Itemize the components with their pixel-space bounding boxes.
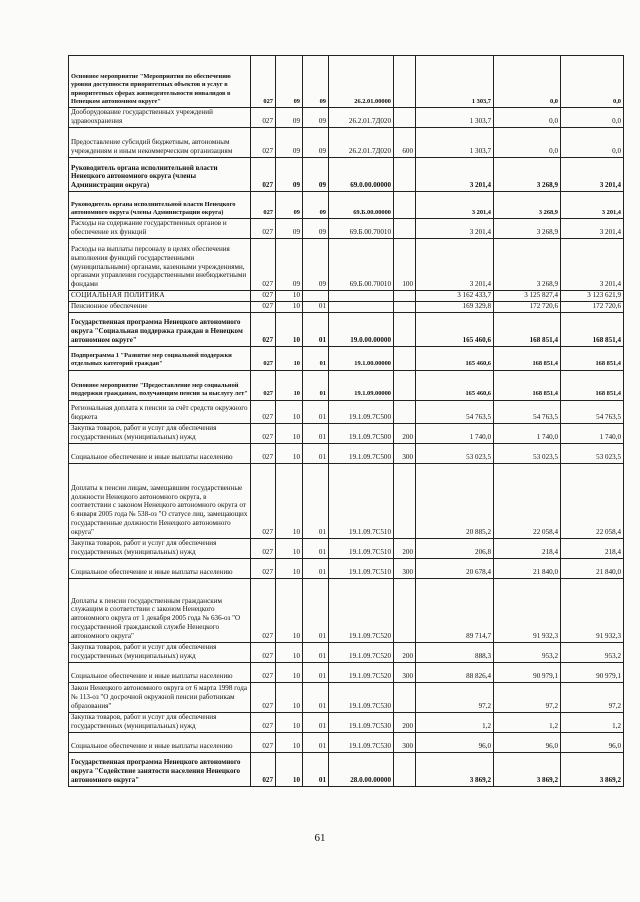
- ministry-code: 027: [251, 463, 276, 538]
- target-item-code: 19.1.09.00000: [329, 370, 394, 400]
- ministry-code: 027: [251, 538, 276, 558]
- amount-year-1: 54 763,5: [416, 400, 494, 423]
- section-code: 10: [276, 578, 303, 642]
- subsection-code: 09: [303, 239, 329, 291]
- target-item-code: 19.0.00.00000: [329, 312, 394, 346]
- subsection-code: 01: [303, 752, 329, 786]
- amount-year-1: 88 826,4: [416, 662, 494, 682]
- expense-type-code: 600: [394, 128, 416, 158]
- amount-year-1: 169 329,8: [416, 301, 494, 312]
- amount-year-1: 1 740,0: [416, 423, 494, 443]
- section-code: 10: [276, 463, 303, 538]
- table-row: [69, 732, 624, 752]
- subsection-code: 09: [303, 158, 329, 192]
- ministry-code: 027: [251, 219, 276, 239]
- expense-type-code: 300: [394, 732, 416, 752]
- amount-year-1: 165 460,6: [416, 312, 494, 346]
- amount-year-1: 165 460,6: [416, 346, 494, 370]
- target-item-code: 19.1.09.7С530: [329, 732, 394, 752]
- amount-year-2: 3 268,9: [494, 192, 561, 219]
- ministry-code: 027: [251, 558, 276, 578]
- target-item-code: 19.1.09.7С520: [329, 642, 394, 662]
- subsection-code: 01: [303, 578, 329, 642]
- table-row: [69, 239, 624, 291]
- subsection-code: [303, 291, 329, 302]
- subsection-code: 09: [303, 128, 329, 158]
- section-code: 10: [276, 301, 303, 312]
- row-name: Закупка товаров, работ и услуг для обеспечения государственных (муниципальных) нужд: [69, 423, 251, 443]
- expense-type-code: 300: [394, 558, 416, 578]
- section-code: 10: [276, 558, 303, 578]
- expense-type-code: 100: [394, 239, 416, 291]
- ministry-code: 027: [251, 312, 276, 346]
- amount-year-3: 0,0: [561, 56, 624, 108]
- row-name: Закупка товаров, работ и услуг для обеспечения государственных (муниципальных) нужд: [69, 642, 251, 662]
- amount-year-2: 97,2: [494, 682, 561, 712]
- subsection-code: 01: [303, 732, 329, 752]
- table-row: [69, 192, 624, 219]
- section-code: 10: [276, 312, 303, 346]
- target-item-code: 19.1.09.7С510: [329, 463, 394, 538]
- table-row: [69, 301, 624, 312]
- amount-year-3: 1,2: [561, 712, 624, 732]
- table-row: [69, 291, 624, 302]
- subsection-code: 09: [303, 192, 329, 219]
- section-code: 09: [276, 56, 303, 108]
- amount-year-1: 97,2: [416, 682, 494, 712]
- target-item-code: 19.1.09.7С510: [329, 558, 394, 578]
- ministry-code: 027: [251, 192, 276, 219]
- amount-year-3: 54 763,5: [561, 400, 624, 423]
- amount-year-1: 96,0: [416, 732, 494, 752]
- subsection-code: 09: [303, 219, 329, 239]
- target-item-code: 26.2.01.7Д020: [329, 108, 394, 128]
- table-row: [69, 558, 624, 578]
- page-number: 61: [314, 832, 326, 844]
- row-name: Руководитель органа исполнительной власти Ненецкого автономного округа (члены Администрации округа): [69, 192, 251, 219]
- subsection-code: 01: [303, 463, 329, 538]
- expense-type-code: [394, 192, 416, 219]
- ministry-code: 027: [251, 128, 276, 158]
- section-code: 09: [276, 239, 303, 291]
- amount-year-3: 218,4: [561, 538, 624, 558]
- amount-year-2: 96,0: [494, 732, 561, 752]
- amount-year-2: 53 023,5: [494, 443, 561, 463]
- row-name: Социальное обеспечение и иные выплаты населению: [69, 443, 251, 463]
- expense-type-code: [394, 346, 416, 370]
- target-item-code: 69.0.00.00000: [329, 158, 394, 192]
- table-row: [69, 538, 624, 558]
- amount-year-2: 218,4: [494, 538, 561, 558]
- amount-year-3: 3 123 621,9: [561, 291, 624, 302]
- amount-year-1: 53 023,5: [416, 443, 494, 463]
- ministry-code: 027: [251, 682, 276, 712]
- table-row: [69, 158, 624, 192]
- target-item-code: 19.1.09.7С510: [329, 538, 394, 558]
- target-item-code: 19.1.09.7С520: [329, 578, 394, 642]
- section-code: 10: [276, 400, 303, 423]
- ministry-code: 027: [251, 301, 276, 312]
- ministry-code: 027: [251, 108, 276, 128]
- expense-type-code: 200: [394, 423, 416, 443]
- subsection-code: 01: [303, 558, 329, 578]
- table-row: [69, 108, 624, 128]
- subsection-code: 01: [303, 443, 329, 463]
- table-row: [69, 128, 624, 158]
- subsection-code: 01: [303, 538, 329, 558]
- target-item-code: 19.1.09.7С500: [329, 423, 394, 443]
- expense-type-code: 300: [394, 443, 416, 463]
- expense-type-code: [394, 301, 416, 312]
- subsection-code: 09: [303, 56, 329, 108]
- target-item-code: [329, 301, 394, 312]
- subsection-code: 01: [303, 423, 329, 443]
- expense-type-code: 200: [394, 712, 416, 732]
- subsection-code: 09: [303, 108, 329, 128]
- row-name: Подпрограмма 1 "Развитие мер социальной поддержки отдельных категорий граждан": [69, 346, 251, 370]
- target-item-code: 69.Б.00.00000: [329, 192, 394, 219]
- table-row: [69, 578, 624, 642]
- amount-year-1: 3 162 433,7: [416, 291, 494, 302]
- amount-year-1: 1 303,7: [416, 128, 494, 158]
- amount-year-1: 3 201,4: [416, 192, 494, 219]
- amount-year-3: 3 869,2: [561, 752, 624, 786]
- row-name: Расходы на выплаты персоналу в целях обеспечения выполнения функций государственными (муниципальными) органами, казенными учреждениями, органами управления государственными внебюджетными фондами: [69, 239, 251, 291]
- subsection-code: 01: [303, 301, 329, 312]
- amount-year-2: 22 058,4: [494, 463, 561, 538]
- expense-type-code: [394, 291, 416, 302]
- amount-year-2: 3 125 827,4: [494, 291, 561, 302]
- amount-year-1: 165 460,6: [416, 370, 494, 400]
- section-code: 10: [276, 752, 303, 786]
- ministry-code: 027: [251, 239, 276, 291]
- amount-year-1: 3 201,4: [416, 158, 494, 192]
- section-code: 10: [276, 423, 303, 443]
- amount-year-2: 3 268,9: [494, 158, 561, 192]
- subsection-code: 01: [303, 712, 329, 732]
- expense-type-code: [394, 463, 416, 538]
- section-code: 10: [276, 370, 303, 400]
- subsection-code: 01: [303, 642, 329, 662]
- table-row: [69, 443, 624, 463]
- amount-year-3: 21 840,0: [561, 558, 624, 578]
- section-code: 10: [276, 443, 303, 463]
- target-item-code: 19.1.00.00000: [329, 346, 394, 370]
- target-item-code: 19.1.09.7С530: [329, 682, 394, 712]
- row-name: Руководитель органа исполнительной власти Ненецкого автономного округа (члены Администрации округа): [69, 158, 251, 192]
- amount-year-1: 20 678,4: [416, 558, 494, 578]
- expense-type-code: [394, 158, 416, 192]
- amount-year-2: 168 851,4: [494, 312, 561, 346]
- table-row: [69, 423, 624, 443]
- table-row: [69, 400, 624, 423]
- table-row: [69, 712, 624, 732]
- amount-year-2: 90 979,1: [494, 662, 561, 682]
- ministry-code: 027: [251, 158, 276, 192]
- amount-year-3: 3 201,4: [561, 219, 624, 239]
- amount-year-2: 91 932,3: [494, 578, 561, 642]
- section-code: 09: [276, 192, 303, 219]
- expense-type-code: [394, 56, 416, 108]
- amount-year-3: 53 023,5: [561, 443, 624, 463]
- target-item-code: 19.1.09.7С500: [329, 400, 394, 423]
- row-name: Доплаты к пенсии лицам, замещавшим государственные должности Ненецкого автономного округа, в соответствии с законом Ненецкого автономного округа от 6 января 2005 года № 538-оз "О статусе лиц, замещающих государственные должности Ненецкого автономного округа": [69, 463, 251, 538]
- expense-type-code: [394, 312, 416, 346]
- subsection-code: 01: [303, 682, 329, 712]
- expense-type-code: [394, 578, 416, 642]
- ministry-code: 027: [251, 642, 276, 662]
- row-name: Государственная программа Ненецкого автономного округа "Социальная поддержка граждан в Ненецком автономном округе": [69, 312, 251, 346]
- row-name: Государственная программа Ненецкого автономного округа "Содействие занятости населения Ненецкого автономного округа": [69, 752, 251, 786]
- section-code: 09: [276, 108, 303, 128]
- amount-year-3: 0,0: [561, 128, 624, 158]
- target-item-code: 19.1.09.7С500: [329, 443, 394, 463]
- amount-year-3: 1 740,0: [561, 423, 624, 443]
- ministry-code: 027: [251, 732, 276, 752]
- amount-year-2: 0,0: [494, 56, 561, 108]
- ministry-code: 027: [251, 712, 276, 732]
- row-name: Основное мероприятие "Предоставление мер социальной поддержки гражданам, получающим пенсии за выслугу лет": [69, 370, 251, 400]
- amount-year-3: 0,0: [561, 108, 624, 128]
- amount-year-2: 1 740,0: [494, 423, 561, 443]
- amount-year-3: 172 720,6: [561, 301, 624, 312]
- expense-type-code: [394, 400, 416, 423]
- row-name: Доплаты к пенсии государственным гражданским служащим в соответствии с законом Ненецкого автономного округа от 1 декабря 2005 года № 636-оз "О государственной гражданской службе Ненецкого автономного округа": [69, 578, 251, 642]
- section-code: 09: [276, 219, 303, 239]
- section-code: 10: [276, 538, 303, 558]
- amount-year-3: 22 058,4: [561, 463, 624, 538]
- amount-year-2: 168 851,4: [494, 370, 561, 400]
- amount-year-1: 1 303,7: [416, 108, 494, 128]
- row-name: Закупка товаров, работ и услуг для обеспечения государственных (муниципальных) нужд: [69, 712, 251, 732]
- section-code: 10: [276, 712, 303, 732]
- expense-type-code: 300: [394, 662, 416, 682]
- amount-year-3: 953,2: [561, 642, 624, 662]
- ministry-code: 027: [251, 346, 276, 370]
- section-code: 09: [276, 128, 303, 158]
- table-row: [69, 346, 624, 370]
- ministry-code: 027: [251, 370, 276, 400]
- amount-year-2: 172 720,6: [494, 301, 561, 312]
- amount-year-1: 206,8: [416, 538, 494, 558]
- amount-year-2: 0,0: [494, 108, 561, 128]
- table-row: [69, 56, 624, 108]
- ministry-code: 027: [251, 291, 276, 302]
- amount-year-2: 54 763,5: [494, 400, 561, 423]
- section-code: 10: [276, 642, 303, 662]
- amount-year-3: 168 851,4: [561, 370, 624, 400]
- amount-year-1: 888,3: [416, 642, 494, 662]
- expense-type-code: [394, 752, 416, 786]
- table-row: [69, 682, 624, 712]
- target-item-code: 26.2.01.00000: [329, 56, 394, 108]
- target-item-code: 19.1.09.7С530: [329, 712, 394, 732]
- row-name: Предоставление субсидий бюджетным, автономным учреждениям и иным некоммерческим организациям: [69, 128, 251, 158]
- row-name: Расходы на содержание государственных органов и обеспечение их функций: [69, 219, 251, 239]
- table-row: [69, 662, 624, 682]
- row-name: Региональная доплата к пенсии за счёт средств окружного бюджета: [69, 400, 251, 423]
- expense-type-code: [394, 108, 416, 128]
- amount-year-1: 3 201,4: [416, 239, 494, 291]
- amount-year-1: 3 201,4: [416, 219, 494, 239]
- ministry-code: 027: [251, 662, 276, 682]
- row-name: Закон Ненецкого автономного округа от 6 марта 1998 года № 113-оз "О досрочной окружной пенсии работникам образования": [69, 682, 251, 712]
- subsection-code: 01: [303, 346, 329, 370]
- row-name: Социальное обеспечение и иные выплаты населению: [69, 662, 251, 682]
- amount-year-1: 1 303,7: [416, 56, 494, 108]
- section-code: 10: [276, 662, 303, 682]
- amount-year-2: 3 268,9: [494, 239, 561, 291]
- amount-year-3: 3 201,4: [561, 239, 624, 291]
- target-item-code: 69.Б.00.70010: [329, 219, 394, 239]
- row-name: Социальное обеспечение и иные выплаты населению: [69, 732, 251, 752]
- amount-year-3: 97,2: [561, 682, 624, 712]
- row-name: Пенсионное обеспечение: [69, 301, 251, 312]
- row-name: Основное мероприятие "Мероприятия по обеспечению уровня доступности приоритетных объектов и услуг в приоритетных сферах жизнедеятельности инвалидов в Ненецком автономном округе": [69, 56, 251, 108]
- subsection-code: 01: [303, 312, 329, 346]
- section-code: 10: [276, 291, 303, 302]
- amount-year-3: 3 201,4: [561, 158, 624, 192]
- table-row: [69, 463, 624, 538]
- target-item-code: 26.2.01.7Д020: [329, 128, 394, 158]
- expense-type-code: 200: [394, 538, 416, 558]
- table-row: [69, 752, 624, 786]
- amount-year-2: 168 851,4: [494, 346, 561, 370]
- section-code: 09: [276, 158, 303, 192]
- amount-year-3: 168 851,4: [561, 312, 624, 346]
- amount-year-3: 3 201,4: [561, 192, 624, 219]
- amount-year-1: 1,2: [416, 712, 494, 732]
- subsection-code: 01: [303, 400, 329, 423]
- amount-year-2: 3 869,2: [494, 752, 561, 786]
- budget-table: [68, 55, 624, 787]
- subsection-code: 01: [303, 370, 329, 400]
- target-item-code: 28.0.00.00000: [329, 752, 394, 786]
- section-code: 10: [276, 346, 303, 370]
- amount-year-3: 90 979,1: [561, 662, 624, 682]
- amount-year-2: 953,2: [494, 642, 561, 662]
- amount-year-2: 3 268,9: [494, 219, 561, 239]
- ministry-code: 027: [251, 423, 276, 443]
- ministry-code: 027: [251, 578, 276, 642]
- ministry-code: 027: [251, 752, 276, 786]
- row-name: Социальное обеспечение и иные выплаты населению: [69, 558, 251, 578]
- amount-year-3: 91 932,3: [561, 578, 624, 642]
- amount-year-1: 20 885,2: [416, 463, 494, 538]
- amount-year-2: 0,0: [494, 128, 561, 158]
- table-row: [69, 312, 624, 346]
- target-item-code: [329, 291, 394, 302]
- ministry-code: 027: [251, 400, 276, 423]
- expense-type-code: 200: [394, 642, 416, 662]
- amount-year-3: 96,0: [561, 732, 624, 752]
- section-code: 10: [276, 732, 303, 752]
- expense-type-code: [394, 219, 416, 239]
- target-item-code: 19.1.09.7С520: [329, 662, 394, 682]
- row-name: Закупка товаров, работ и услуг для обеспечения государственных (муниципальных) нужд: [69, 538, 251, 558]
- row-name: Дооборудование государственных учреждений здравоохранения: [69, 108, 251, 128]
- expense-type-code: [394, 370, 416, 400]
- amount-year-1: 89 714,7: [416, 578, 494, 642]
- expense-type-code: [394, 682, 416, 712]
- table-row: [69, 219, 624, 239]
- subsection-code: 01: [303, 662, 329, 682]
- target-item-code: 69.Б.00.70010: [329, 239, 394, 291]
- amount-year-2: 1,2: [494, 712, 561, 732]
- ministry-code: 027: [251, 443, 276, 463]
- ministry-code: 027: [251, 56, 276, 108]
- section-code: 10: [276, 682, 303, 712]
- amount-year-3: 168 851,4: [561, 346, 624, 370]
- row-name: СОЦИАЛЬНАЯ ПОЛИТИКА: [69, 291, 251, 302]
- amount-year-2: 21 840,0: [494, 558, 561, 578]
- amount-year-1: 3 869,2: [416, 752, 494, 786]
- table-row: [69, 370, 624, 400]
- table-row: [69, 642, 624, 662]
